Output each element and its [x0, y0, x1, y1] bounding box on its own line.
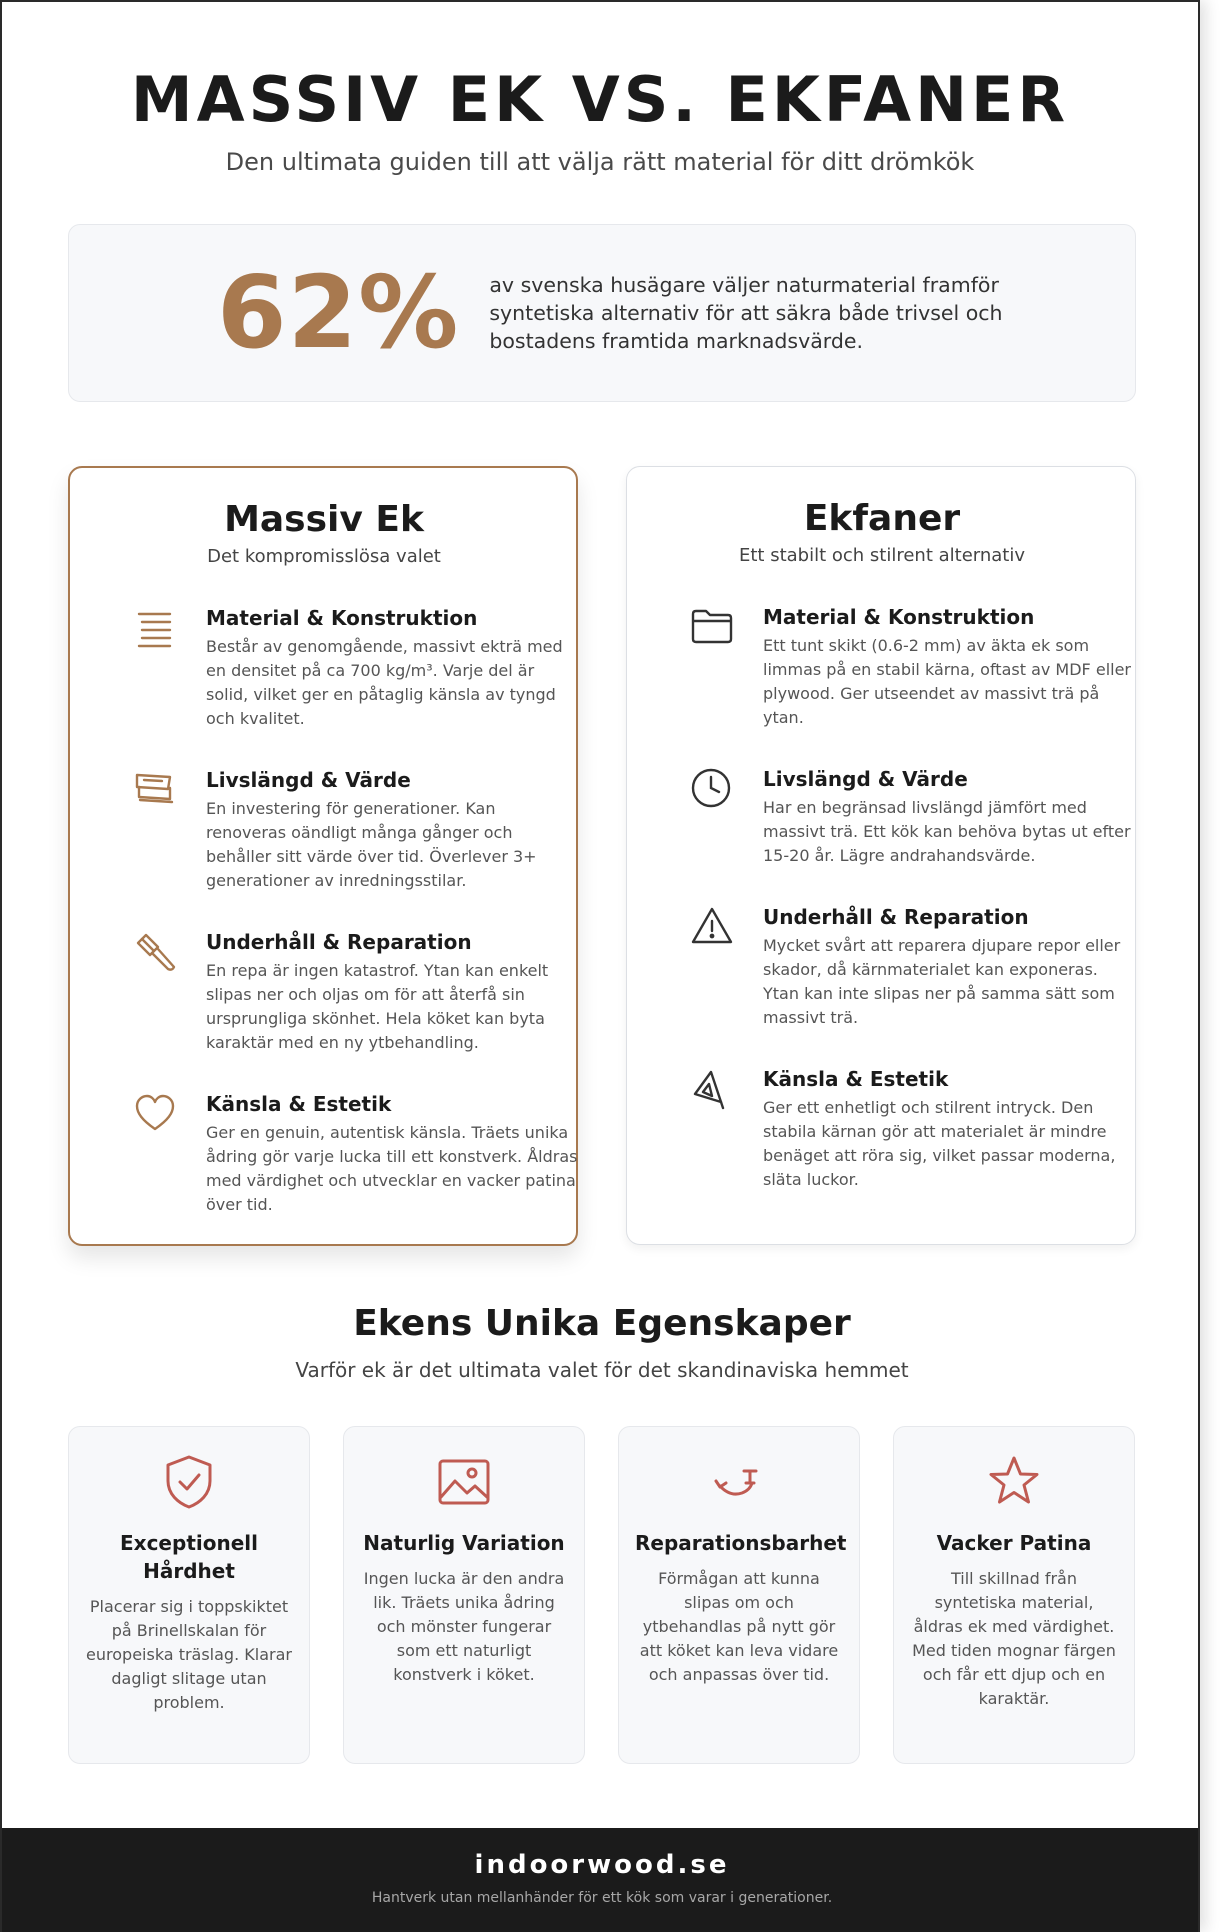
property-title: Vacker Patina [936, 1531, 1092, 1555]
feature-text: Ger ett enhetligt och stilrent intryck. Den stabila kärnan gör att materialet är mindre benäget att röra sig, vilket passar moderna, släta luckor. [763, 1098, 1116, 1189]
feature-text: Ett tunt skikt (0.6-2 mm) av äkta ek som limmas på en stabil kärna, oftast av MDF eller plywood. Ger utseendet av massivt trä på ytan. [763, 636, 1131, 727]
page-subtitle: Den ultimata guiden till att välja rätt material för ditt drömkök [225, 148, 975, 176]
shield-check-icon [160, 1453, 218, 1511]
feature-lifespan [102, 767, 546, 893]
properties-header [2, 1302, 1200, 1382]
property-text: Till skillnad från syntetiska material, åldras ek med värdighet. Med tiden mognar färgen och får ett djup och en karaktär. [912, 1569, 1116, 1708]
stat-value: 62% [217, 254, 460, 371]
sanding-block-icon [132, 929, 178, 975]
property-card-repairability [618, 1426, 860, 1764]
property-title: Naturlig Variation [363, 1531, 565, 1555]
feature-material [102, 605, 563, 731]
refinish-icon [710, 1453, 768, 1511]
ruler-triangle-icon [689, 1066, 735, 1112]
clock-icon [689, 766, 735, 812]
stat-description: av svenska husägare väljer naturmaterial framför syntetiska alternativ för att säkra både trivsel och bostadens framtida marknadsvärde. [489, 273, 1003, 353]
property-text: Placerar sig i toppskiktet på Brinellskalan för europeiska träslag. Klarar dagligt slitage utan problem. [86, 1597, 292, 1712]
section-title: Ekens Unika Egenskaper [353, 1303, 851, 1344]
layered-wood-icon [132, 767, 178, 813]
footer-brand: indoorwood.se [474, 1850, 730, 1880]
card-title: Ekfaner [803, 498, 961, 539]
star-icon [985, 1453, 1043, 1511]
solid-oak-card [68, 466, 578, 1246]
feature-text: Består av genomgående, massivt ekträ med en densitet på ca 700 kg/m³. Varje del är solid, vilket ger en påtaglig känsla av tyngd och kvalitet. [206, 637, 563, 728]
folder-icon [689, 604, 735, 650]
property-text: Förmågan att kunna slipas om och ytbehandlas på nytt gör att köket kan leva vidare och anpassas över tid. [639, 1569, 839, 1684]
feature-maintenance [102, 929, 549, 1055]
warning-icon [689, 904, 735, 950]
hero [2, 2, 1198, 176]
feature-text: En repa är ingen katastrof. Ytan kan enkelt slipas ner och oljas om för att återfå sin ursprungliga skönhet. Hela köket kan byta karaktär med en ny ytbehandling. [206, 961, 549, 1052]
feature-text: En investering för generationer. Kan renoveras oändligt många gånger och behåller sitt värde över tid. Överlever 3+ generationer av inredningsstilar. [206, 799, 537, 890]
feature-feel [659, 1066, 1116, 1192]
footer-tagline: Hantverk utan mellanhänder för ett kök som varar i generationer. [371, 1890, 833, 1906]
feature-title: Underhåll & Reparation [763, 905, 1029, 929]
feature-feel [102, 1091, 578, 1217]
feature-title: Känsla & Estetik [763, 1067, 949, 1091]
feature-title: Material & Konstruktion [763, 605, 1035, 629]
card-title: Massiv Ek [224, 499, 424, 540]
stat-callout [68, 224, 1136, 402]
feature-title: Känsla & Estetik [206, 1092, 392, 1116]
feature-text: Ger en genuin, autentisk känsla. Träets unika ådring gör varje lucka till ett konstverk. Åldras med värdighet och utvecklar en vacker patina över tid. [206, 1123, 578, 1214]
card-subtitle: Ett stabilt och stilrent alternativ [738, 545, 1026, 566]
footer [2, 1828, 1200, 1932]
heart-icon [132, 1091, 178, 1137]
property-title: Exceptionell Hårdhet [120, 1531, 258, 1583]
grain-lines-icon [132, 605, 178, 651]
property-card-patina [893, 1426, 1135, 1764]
property-card-hardness [68, 1426, 310, 1764]
feature-title: Material & Konstruktion [206, 606, 478, 630]
page-title: MASSIV EK VS. EKFANER [130, 63, 1070, 136]
feature-title: Livslängd & Värde [206, 768, 411, 792]
feature-lifespan [659, 766, 1131, 868]
feature-material [659, 604, 1131, 730]
property-card-variation [343, 1426, 585, 1764]
property-text: Ingen lucka är den andra lik. Träets unika ådring och mönster fungerar som ett naturligt konstverk i köket. [363, 1569, 565, 1684]
feature-title: Livslängd & Värde [763, 767, 968, 791]
feature-title: Underhåll & Reparation [206, 930, 472, 954]
image-icon [435, 1453, 493, 1511]
section-subtitle: Varför ek är det ultimata valet för det skandinaviska hemmet [295, 1358, 909, 1382]
card-subtitle: Det kompromisslösa valet [207, 546, 441, 567]
feature-text: Har en begränsad livslängd jämfört med massivt trä. Ett kök kan behöva bytas ut efter 15-20 år. Lägre andrahandsvärde. [763, 798, 1131, 865]
feature-maintenance [659, 904, 1121, 1030]
feature-text: Mycket svårt att reparera djupare repor eller skador, då kärnmaterialet kan exponeras. Ytan kan inte slipas ner på samma sätt som massivt trä. [763, 936, 1121, 1027]
property-title: Reparationsbarhet [635, 1531, 847, 1555]
veneer-card [626, 466, 1136, 1245]
